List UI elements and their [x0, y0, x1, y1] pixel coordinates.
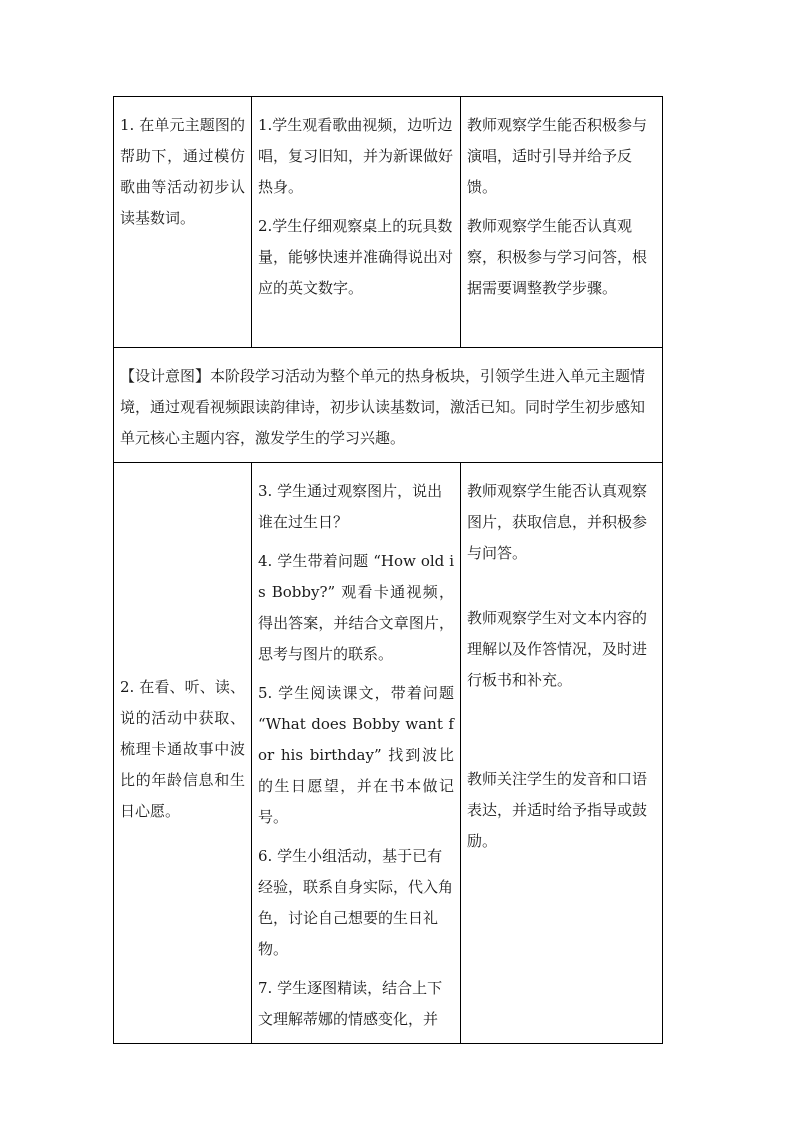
stage-cell: [114, 97, 252, 348]
activity-item: 1.学生观看歌曲视频，边听边唱，复习旧知，并为新课做好热身。: [258, 116, 454, 196]
activity-cell: [252, 463, 461, 1044]
evaluation-item: 教师关注学生的发音和口语表达，并适时给予指导或鼓励。: [467, 770, 648, 850]
activity-item: 2.学生仔细观察桌上的玩具数量，能够快速并准确得说出对应的英文数字。: [258, 217, 454, 297]
design-intent-cell: [114, 348, 663, 463]
evaluation-item: 教师观察学生对文本内容的理解以及作答情况，及时进行板书和补充。: [467, 609, 648, 689]
evaluation-item: 教师观察学生能否认真观察图片，获取信息，并积极参与问答。: [467, 482, 648, 562]
activity-item: 3. 学生通过观察图片，说出谁在过生日？: [258, 482, 443, 531]
evaluation-item: 教师观察学生能否认真观察，积极参与学习问答，根据需要调整教学步骤。: [467, 217, 648, 297]
evaluation-cell: [461, 97, 663, 348]
spacer: [467, 696, 656, 764]
evaluation-item: 教师观察学生能否积极参与演唱，适时引导并给予反馈。: [467, 116, 648, 196]
activity-cell: [252, 97, 461, 348]
stage-text: 1. 在单元主题图的帮助下，通过模仿歌曲等活动初步认读基数词。: [120, 116, 245, 227]
stage-text: 2. 在看、听、读、说的活动中获取、梳理卡通故事中波比的年龄信息和生日心愿。: [120, 677, 245, 820]
activity-item: 6. 学生小组活动，基于已有经验，联系自身实际，代入角色，讨论自己想要的生日礼物。: [258, 847, 454, 958]
design-intent-text: 【设计意图】本阶段学习活动为整个单元的热身板块，引领学生进入单元主题情境，通过观看视频跟读韵律诗，初步认读基数词，激活已知。同时学生初步感知单元核心主题内容，激发学生的学习兴趣。: [120, 367, 646, 447]
evaluation-cell: [461, 463, 663, 1044]
spacer: [467, 569, 656, 603]
lesson-plan-table: [113, 96, 663, 1044]
table-row: [114, 97, 663, 348]
table-row: [114, 348, 663, 463]
activity-item: 5. 学生阅读课文，带着问题 “What does Bobby want for his birthday” 找到波比的生日愿望，并在书本做记号。: [258, 684, 454, 826]
table-row: [114, 463, 663, 1044]
activity-item: 4. 学生带着问题 “How old is Bobby?” 观看卡通视频，得出答案，并结合文章图片，思考与图片的联系。: [258, 552, 454, 663]
activity-item: 7. 学生逐图精读，结合上下文理解蒂娜的情感变化，并: [258, 979, 443, 1028]
stage-cell: [114, 463, 252, 1044]
